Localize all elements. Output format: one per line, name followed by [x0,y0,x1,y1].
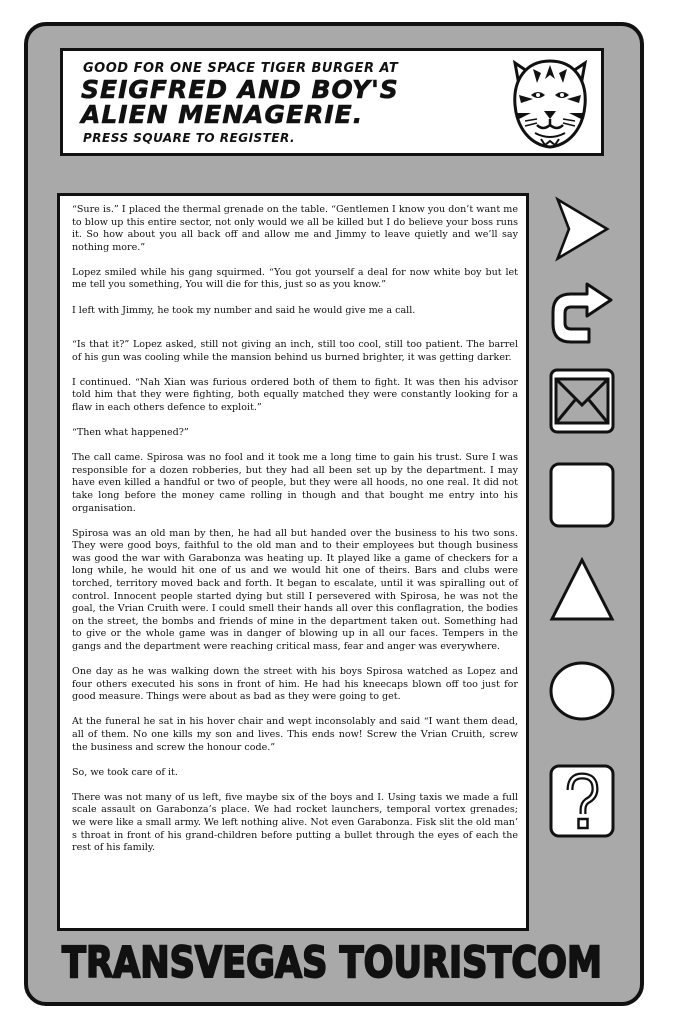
story-paragraph: I left with Jimmy, he took my number and said he would give me a call. [72,304,416,316]
square-icon [549,462,615,528]
story-paragraph: There was not many of us left, five maybe six of the boys and I. Using taxis we made a full scale assault on Garabonza’s place. We had rocket launchers, temporal vortex grenades; we were like a small army. We left nothing alive. Not even Garabonza. Fisk slit the old man’ s throat in front of his grand-children before putting a bullet through the eyes of each the rest of his family. [72,791,518,854]
tiger-head-icon [505,55,595,151]
footer-brand-text: TRANSVEGAS TOURISTCOM [62,938,602,988]
story-paragraph: “Then what happened?” [72,427,189,439]
envelope-icon [549,368,615,434]
story-paragraph: “Is that it?” Lopez asked, still not giving an inch, still too cool, still too patient. The barrel of his gun was cooling while the mansion behind us burned brighter, it was getting darker. [72,339,518,363]
help-button[interactable] [549,764,615,838]
circle-button[interactable] [549,658,615,724]
story-text-panel[interactable] [57,193,529,931]
return-arrow-icon [549,280,615,346]
ad-title [81,77,399,127]
next-button[interactable] [549,196,615,262]
mail-button[interactable] [549,368,615,434]
play-arrow-icon [549,196,615,262]
ad-title-line2: ALIEN MENAGERIE. [81,100,364,129]
question-mark-icon [549,764,615,838]
triangle-button[interactable] [549,556,615,622]
story-paragraph: I continued. “Nah Xian was furious ordered both of them to fight. It was then his advisor told him that they were fighting, both equally matched they were constantly looking for a flaw in each others defence to exploit.” [72,376,518,414]
triangle-icon [549,556,615,622]
story-paragraph: Lopez smiled while his gang squirmed. “You got yourself a deal for now white boy but let me tell you something, You will die for this, just so as you know.” [72,266,518,291]
ad-title-line1: SEIGFRED AND BOY'S [81,75,399,104]
ad-instruction-text: PRESS SQUARE TO REGISTER. [83,131,296,145]
footer-brand [60,938,610,988]
square-button[interactable] [549,462,615,528]
story-paragraph: Spirosa was an old man by then, he had all but handed over the business to his two sons. They were good boys, faithful to the old man and to their employees but though business was good the war with Garabonza was heating up. It played like a game of checkers for a long while, he would hit one of us and we would hit one of theirs. Bars and clubs were torched, territory moved back and forth. It began to escalate, until it was spiralling out of control. Innocent people started dying but still I persevered with Spirosa, he was not the goal, the Vrian Cruith were. I could smell their hands all over this conflagration, the bodies on the street, the bombs and friends of mine in the department taken out. Something had to give or the whole game was in danger of blowing up in all our faces. Tempers in the gangs and the department were reaching critical mass, fear and anger was everywhere. [72,527,518,653]
story-paragraph: The call came. Spirosa was no fool and it took me a long time to gain his trust. Sure I was responsible for a dozen robberies, but they had all been set up by the department. I may have even killed a handful or two of people, but they were all hoods, no one real. It did not take long before the money came rolling in though and that bought me entry into his organisation. [72,452,518,514]
back-button[interactable] [549,280,615,346]
story-paragraph: So, we took care of it. [72,766,178,778]
ad-offer-text: GOOD FOR ONE SPACE TIGER BURGER AT [83,61,399,76]
story-paragraph: At the funeral he sat in his hover chair and wept inconsolably and said “I want them dead, all of them. No one kills my son and lives. This ends now! Screw the Vrian Cruith, screw the business and screw the honour code.” [72,716,518,753]
ad-banner[interactable] [60,48,604,156]
story-paragraph: “Sure is.” I placed the thermal grenade on the table. “Gentlemen I know you don’t want me to blow up this entire sector, not only would we all be killed but I do believe your boss runs it. So how about you all back off and allow me and Jimmy to leave quietly and we’ll say nothing more.” [72,204,518,253]
circle-icon [549,658,615,724]
story-paragraph: One day as he was walking down the street with his boys Spirosa watched as Lopez and four others executed his sons in front of him. He had his kneecaps blown off too just for good measure. Things were about as bad as they were going to get. [72,666,518,703]
